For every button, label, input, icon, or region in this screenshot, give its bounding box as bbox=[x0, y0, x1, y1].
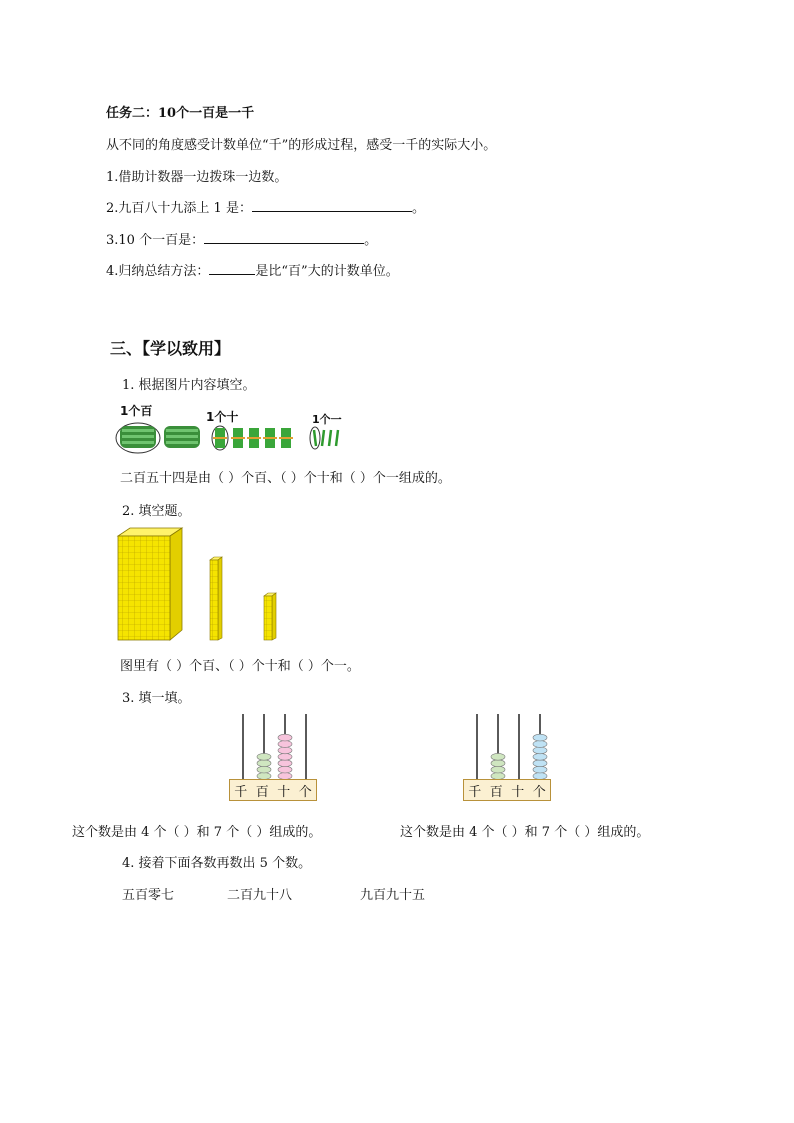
abacus-bead[interactable] bbox=[491, 760, 505, 767]
q4-title: 4. 接着下面各数再数出 5 个数。 bbox=[122, 856, 312, 871]
ten-rod-block bbox=[210, 557, 222, 640]
item3-prefix: 3.10 个一百是： bbox=[106, 233, 205, 248]
place-label-tens: 十 bbox=[511, 784, 525, 800]
task2-title: 任务二：10个一百是一千 bbox=[106, 106, 255, 121]
place-value-sticks-figure bbox=[112, 418, 352, 458]
abacus-bead[interactable] bbox=[533, 766, 547, 773]
abacus-bead[interactable] bbox=[278, 760, 292, 767]
q1-title: 1. 根据图片内容填空。 bbox=[122, 378, 256, 393]
task2-item-2 bbox=[106, 197, 425, 216]
ten-bundle-icon bbox=[247, 428, 261, 448]
left-abacus-place-labels bbox=[229, 779, 317, 801]
abacus-bead[interactable] bbox=[257, 766, 271, 773]
abacus-bead[interactable] bbox=[533, 741, 547, 748]
right-abacus bbox=[460, 712, 556, 782]
single-stick-icon bbox=[336, 430, 338, 446]
item2-suffix: 。 bbox=[411, 201, 425, 216]
ten-bundle-icon bbox=[231, 428, 245, 448]
abacus-bead[interactable] bbox=[533, 747, 547, 754]
ten-bundle-icon bbox=[279, 428, 293, 448]
place-label-tens: 十 bbox=[277, 784, 291, 800]
hundred-bundle-icon bbox=[116, 423, 160, 453]
q2-title: 2. 填空题。 bbox=[122, 504, 191, 519]
item3-suffix: 。 bbox=[364, 233, 378, 248]
abacus-bead[interactable] bbox=[257, 760, 271, 767]
hundred-bundle-icon bbox=[164, 426, 200, 448]
small-rod-block bbox=[264, 593, 276, 640]
q4-number-1: 五百零七 bbox=[122, 888, 175, 903]
q1-sentence: 二百五十四是由（ ）个百、（ ）个十和（ ）个一组成的。 bbox=[120, 471, 451, 486]
task2-item-1: 1.借助计数器一边拨珠一边数。 bbox=[106, 170, 288, 185]
place-label-hundreds: 百 bbox=[489, 784, 503, 800]
q4-number-3: 九百九十五 bbox=[360, 888, 426, 903]
ten-bundle-icon bbox=[263, 428, 277, 448]
answer-blank[interactable] bbox=[209, 262, 255, 275]
place-label-hundreds: 百 bbox=[255, 784, 269, 800]
answer-blank[interactable] bbox=[204, 231, 364, 244]
q3-right-sentence: 这个数是由 4 个（ ）和 7 个（ ）组成的。 bbox=[400, 825, 650, 840]
task2-intro: 从不同的角度感受计数单位“千”的形成过程，感受一千的实际大小。 bbox=[106, 138, 497, 153]
section3-heading: 三、【学以致用】 bbox=[110, 339, 231, 358]
left-abacus bbox=[226, 712, 322, 782]
label-one-ten: 1个十 bbox=[206, 410, 239, 424]
right-abacus-place-labels bbox=[463, 779, 551, 801]
abacus-bead[interactable] bbox=[491, 753, 505, 760]
single-stick-icon bbox=[310, 427, 320, 449]
single-stick-icon bbox=[322, 430, 324, 446]
place-label-thousands: 千 bbox=[468, 784, 482, 800]
abacus-bead[interactable] bbox=[278, 741, 292, 748]
abacus-bead[interactable] bbox=[278, 734, 292, 741]
abacus-bead[interactable] bbox=[533, 734, 547, 741]
hundred-flat-block bbox=[118, 528, 182, 640]
place-label-ones: 个 bbox=[298, 784, 312, 800]
task2-item-4 bbox=[106, 260, 399, 279]
q2-sentence: 图里有（ ）个百、（ ）个十和（ ）个一。 bbox=[120, 659, 360, 674]
base-ten-blocks-figure bbox=[110, 522, 290, 646]
abacus-bead[interactable] bbox=[533, 753, 547, 760]
item4-prefix: 4.归纳总结方法： bbox=[106, 264, 210, 279]
label-one-hundred: 1个百 bbox=[120, 404, 153, 418]
task2-item-3 bbox=[106, 229, 377, 248]
q4-number-2: 二百九十八 bbox=[227, 888, 293, 903]
abacus-bead[interactable] bbox=[491, 766, 505, 773]
place-label-thousands: 千 bbox=[234, 784, 248, 800]
place-label-ones: 个 bbox=[532, 784, 546, 800]
item4-suffix: 是比“百”大的计数单位。 bbox=[255, 264, 399, 279]
q3-left-sentence: 这个数是由 4 个（ ）和 7 个（ ）组成的。 bbox=[72, 825, 322, 840]
item2-prefix: 2.九百八十九添上 1 是： bbox=[106, 201, 252, 216]
abacus-bead[interactable] bbox=[278, 766, 292, 773]
abacus-bead[interactable] bbox=[257, 753, 271, 760]
abacus-bead[interactable] bbox=[533, 760, 547, 767]
abacus-bead[interactable] bbox=[278, 747, 292, 754]
label-one-one: 1个一 bbox=[312, 413, 342, 426]
single-stick-icon bbox=[329, 430, 331, 446]
answer-blank[interactable] bbox=[252, 199, 412, 212]
abacus-bead[interactable] bbox=[278, 753, 292, 760]
q3-title: 3. 填一填。 bbox=[122, 691, 191, 706]
ten-bundle-icon bbox=[212, 426, 228, 450]
